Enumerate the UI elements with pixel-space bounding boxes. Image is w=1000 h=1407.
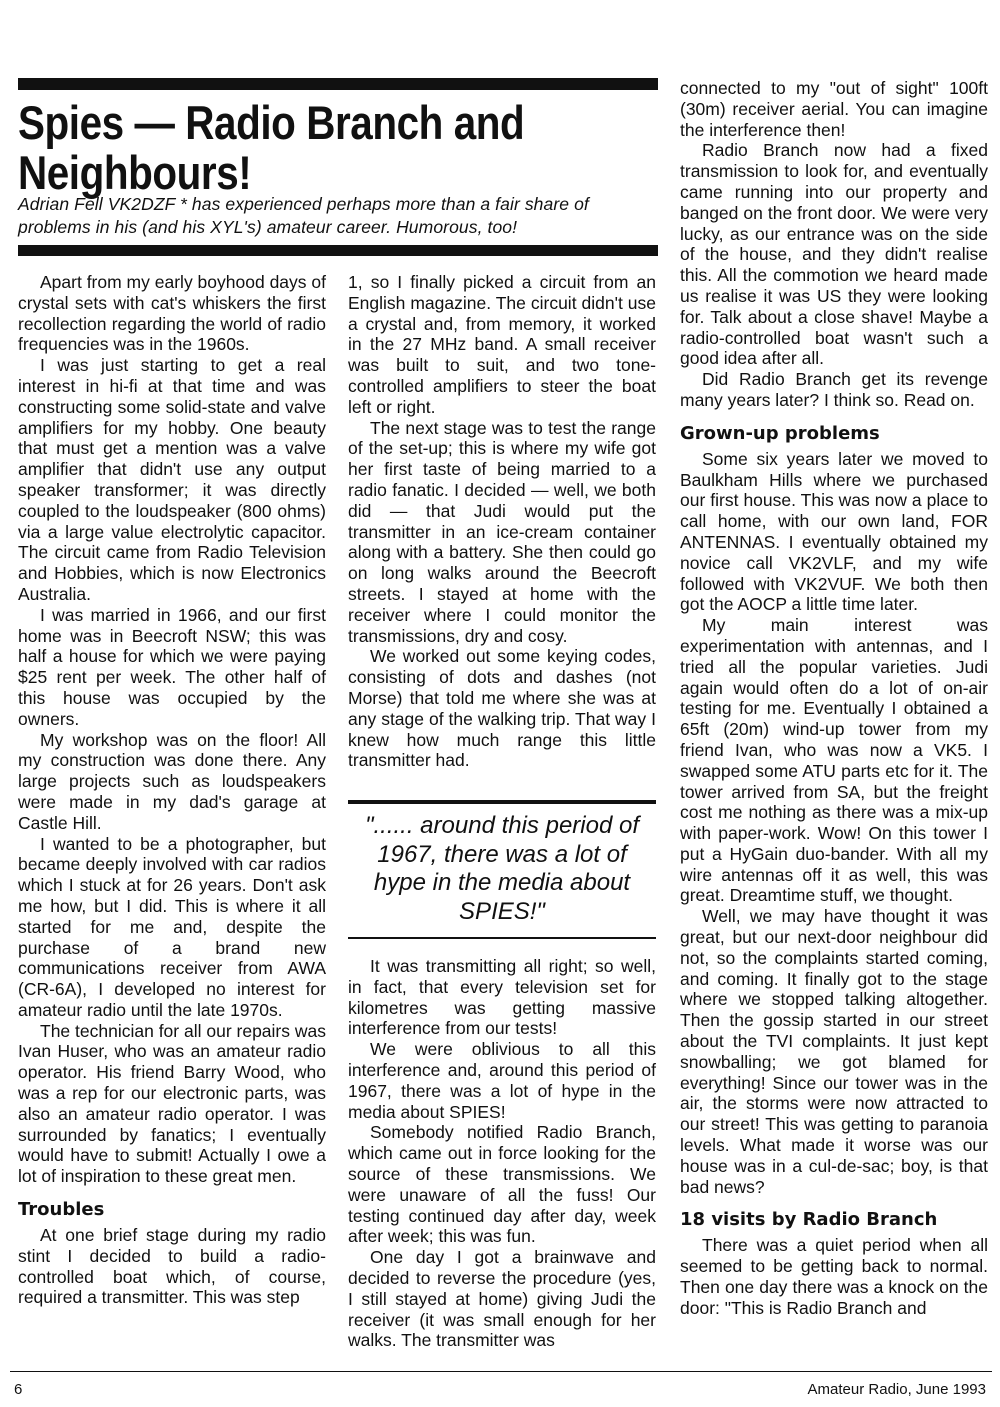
paragraph: Well, we may have thought it was great, but our next-door neighbour did not, so the complaints started coming, and coming. It finally got to the stage where we stopped talking altogether. Then the gossip started in our street about the TVI complaints. It just kept snowballing; we got blamed for everything! Since our tower was in the air, the storms were now attracted to our street! This was getting to paranoia levels. What made it worse was our house was in a cul-de-sac; boy, is that bad news?	[680, 906, 988, 1197]
column-1	[18, 272, 326, 1308]
paragraph: There was a quiet period when all seemed to be getting back to normal. Then one day there was a knock on the door: "This is Radio Branch and	[680, 1235, 988, 1318]
paragraph: We worked out some keying codes, consisting of dots and dashes (not Morse) that told me where she was at any stage of the walking trip. That way I knew how much range this little transmitter had.	[348, 646, 656, 771]
column-3	[680, 78, 988, 1319]
pullquote-top-rule	[348, 800, 656, 804]
paragraph: The next stage was to test the range of the set-up; this is where my wife got her first taste of being married to a radio fanatic. I decided — well, we both did — that Judi would put the transmitter in an ice-cream container along with a battery. She then could go on long walks around the Beecroft streets. I stayed at home with the receiver where I could monitor the transmissions, dry and cosy.	[348, 417, 656, 646]
title-line-1: Spies — Radio Branch and	[18, 96, 525, 149]
paragraph: My main interest was experimentation with antennas, and I tried all the popular varieties. Judi again would often do a lot of on-air testing for me. Eventually I obtained a 65ft (20m) wind-up tower from my friend Ivan, who was now a VK5. I swapped some ATU parts etc for it. The tower arrived from SA, but the freight cost me nothing as there was a mix-up with paper-work. Wow! On this tower I put a HyGain duo-bander. With all my wire antennas off it as well, this was great. Dreamtime stuff, we thought.	[680, 615, 988, 906]
page-number: 6	[14, 1381, 23, 1398]
footer-rule	[10, 1371, 992, 1372]
paragraph: My workshop was on the floor! All my construction was done there. Any large projects such as loudspeakers were made in my dad's garage at Castle Hill.	[18, 729, 326, 833]
paragraph: I wanted to be a photographer, but became deeply involved with car radios which I stuck at for 26 years. Don't ask me how, but I did. This is where it all started for me and, despite the purchase of a brand new communications receiver from AWA (CR-6A), I developed no interest for amateur radio until the late 1970s.	[18, 833, 326, 1020]
title-line-2: Neighbours!	[18, 146, 252, 199]
paragraph: At one brief stage during my radio stint I decided to build a radio-controlled boat which, of course, required a transmitter. This was step	[18, 1225, 326, 1308]
section-heading-troubles: Troubles	[18, 1199, 105, 1221]
paragraph: One day I got a brainwave and decided to reverse the procedure (yes, I still stayed at home) giving Judi the receiver (it was small enough for her walks. The transmitter was	[348, 1247, 656, 1351]
title-bottom-rule	[18, 245, 658, 256]
article-title	[18, 98, 568, 198]
section-heading-radio-branch-visits: 18 visits by Radio Branch	[680, 1209, 938, 1231]
column-2-bottom	[348, 956, 656, 1351]
section-heading-grown-up-problems: Grown-up problems	[680, 422, 880, 444]
paragraph: I was just starting to get a real interest in hi-fi at that time and was constructing some solid-state and valve amplifiers for my hobby. One beauty that must get a mention was a valve amplifier that didn't use any output speaker transformer; it was directly coupled to the loudspeaker (800 ohms) via a large value electrolytic capacitor. The circuit came from Radio Television and Hobbies, which is now Electronics Australia.	[18, 355, 326, 604]
pull-quote: "...... around this period of 1967, there was a lot of hype in the media about SPIES!"	[364, 812, 639, 925]
paragraph: We were oblivious to all this interference and, around this period of 1967, there was a lot of hype in the media about SPIES!	[348, 1039, 656, 1122]
article-standfirst: Adrian Fell VK2DZF * has experienced perhaps more than a fair share of problems in his (and his XYL's) amateur career. Humorous, too!	[18, 194, 589, 237]
paragraph: Radio Branch now had a fixed transmission to look for, and eventually came running into our property and banged on the front door. We were very lucky, as our entrance was on the side of the house, and they didn't realise this. All the commotion we heard made us realise it was US they were looking for. Talk about a close shave! Maybe a radio-controlled boat wasn't such a good idea after all.	[680, 140, 988, 369]
paragraph: The technician for all our repairs was Ivan Huser, who was an amateur radio operator. His friend Barry Wood, who was a rep for our electronic parts, was also an amateur radio operator. I was surrounded by fanatics; I eventually would have to submit! Actually I owe a lot of inspiration to these great men.	[18, 1020, 326, 1187]
paragraph: Apart from my early boyhood days of crystal sets with cat's whiskers the first recollection regarding the world of radio frequencies was in the 1960s.	[18, 272, 326, 355]
pullquote-bottom-rule	[348, 937, 656, 939]
column-2-top	[348, 272, 656, 771]
paragraph: 1, so I finally picked a circuit from an English magazine. The circuit didn't use a crystal and, from memory, it worked in the 27 MHz band. A small receiver was built to suit, and two tone-controlled amplifiers to steer the boat left or right.	[348, 272, 656, 417]
paragraph: connected to my "out of sight" 100ft (30m) receiver aerial. You can imagine the interference then!	[680, 78, 988, 140]
paragraph: Did Radio Branch get its revenge many years later? I think so. Read on.	[680, 369, 988, 410]
paragraph: Some six years later we moved to Baulkham Hills where we purchased our first house. This was now a place to call home, with our own land, FOR ANTENNAS. I eventually obtained my novice call VK2VLF, and my wife followed with VK2VUF. We both then got the AOCP a little time later.	[680, 448, 988, 615]
paragraph: Somebody notified Radio Branch, which came out in force looking for the source of these transmissions. We were unaware of all the fuss! Our testing continued day after day, week after week; this was fun.	[348, 1122, 656, 1247]
title-top-rule	[18, 78, 658, 90]
paragraph: It was transmitting all right; so well, in fact, that every television set for kilometres was getting massive interference from our tests!	[348, 956, 656, 1039]
paragraph: I was married in 1966, and our first home was in Beecroft NSW; this was half a house for which we were paying $25 rent per week. The other half of this house was occupied by the owners.	[18, 604, 326, 729]
publication-info: Amateur Radio, June 1993	[807, 1381, 986, 1398]
